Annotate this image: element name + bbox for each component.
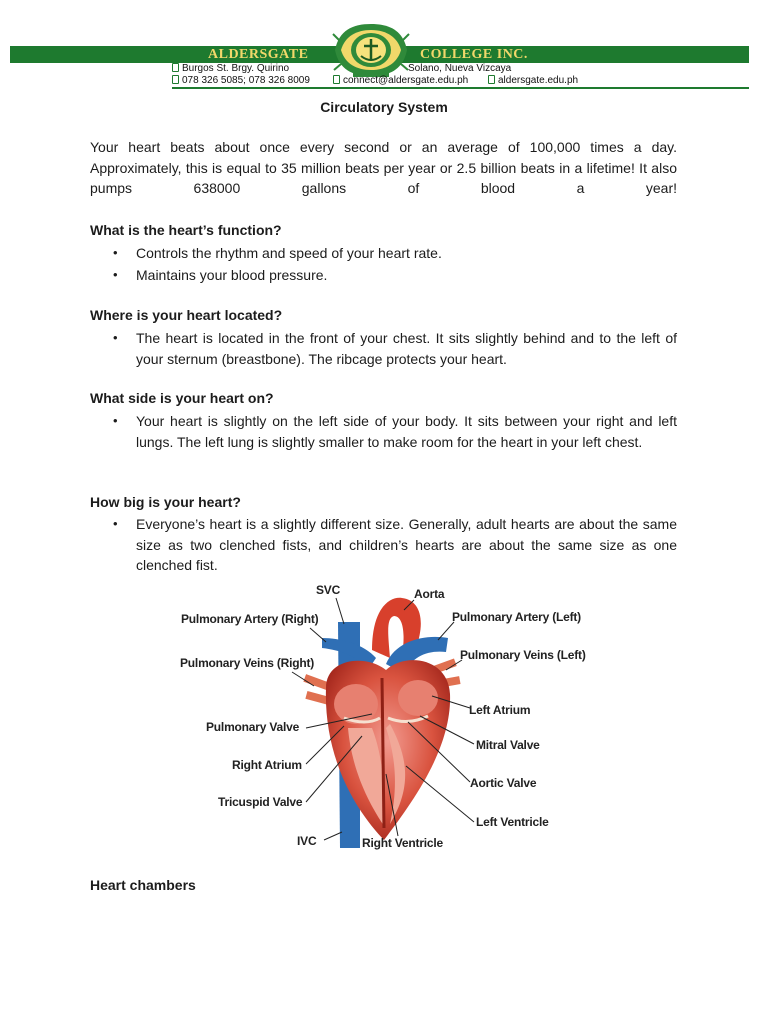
section-heading: What side is your heart on? <box>90 390 274 406</box>
college-name-right: COLLEGE INC. <box>420 47 528 62</box>
label-ivc: IVC <box>297 834 317 848</box>
label-pulmonary-artery-left: Pulmonary Artery (Left) <box>452 610 581 624</box>
label-right-atrium: Right Atrium <box>232 758 302 772</box>
email-line[interactable]: connect@aldersgate.edu.ph <box>333 75 468 86</box>
list-item: • Everyone’s heart is a slightly different size. Generally, adult hearts are about the same size as two clenched fists, and children’s hearts are about the same size as one clenched fist. <box>113 516 677 573</box>
section-heading: Where is your heart located? <box>90 307 283 323</box>
section-heading-heart-chambers: Heart chambers <box>90 877 196 893</box>
bullet-list <box>90 411 677 453</box>
list-item: • Controls the rhythm and speed of your heart rate. <box>90 243 677 264</box>
location-icon <box>172 63 179 72</box>
label-pulmonary-valve: Pulmonary Valve <box>206 720 300 734</box>
label-aortic-valve: Aortic Valve <box>470 776 537 790</box>
label-pulmonary-artery-right: Pulmonary Artery (Right) <box>181 612 319 626</box>
label-pulmonary-veins-right: Pulmonary Veins (Right) <box>180 656 315 670</box>
label-left-atrium: Left Atrium <box>469 703 531 717</box>
label-tricuspid-valve: Tricuspid Valve <box>218 795 303 809</box>
phone-line: 078 326 5085; 078 326 8009 <box>172 75 310 86</box>
bullet-list <box>90 328 677 370</box>
document-title: Circulatory System <box>320 99 448 115</box>
email-icon <box>333 75 340 84</box>
list-item: • The heart is located in the front of your chest. It sits slightly behind and to the left of your sternum (breastbone). The ribcage protects your heart. <box>113 330 677 367</box>
label-left-ventricle: Left Ventricle <box>476 815 549 829</box>
list-item: • Maintains your blood pressure. <box>90 265 677 286</box>
bullet-list <box>90 243 677 286</box>
letterhead-rule <box>172 87 749 89</box>
college-seal-logo <box>331 20 411 80</box>
address-line-left: Burgos St. Brgy. Quirino <box>172 63 289 74</box>
label-right-ventricle: Right Ventricle <box>362 836 444 850</box>
label-mitral-valve: Mitral Valve <box>476 738 540 752</box>
phone-icon <box>172 75 179 84</box>
bullet-icon: • <box>113 266 118 282</box>
website-line[interactable]: aldersgate.edu.ph <box>488 75 578 86</box>
bullet-icon: • <box>113 516 118 531</box>
intro-paragraph: Your heart beats about once every second or an average of 100,000 times a day. Approximately, this is equal to 35 million beats per year or 2.5 billion beats in a lifetime! It also pumps 638000 gallons of blood a year! <box>90 139 677 196</box>
label-svc: SVC <box>316 583 341 597</box>
section-heading: How big is your heart? <box>90 494 241 510</box>
section-heading: What is the heart’s function? <box>90 222 282 238</box>
list-item: • Your heart is slightly on the left side of your body. It sits between your right and left lungs. The left lung is slightly smaller to make room for the heart in your left chest. <box>113 413 677 450</box>
label-aorta: Aorta <box>414 587 445 601</box>
bullet-icon: • <box>113 413 118 428</box>
bullet-list <box>90 514 677 577</box>
address-line-right: Solano, Nueva Vizcaya <box>408 63 512 74</box>
bullet-icon: • <box>113 245 118 260</box>
college-name-left: ALDERSGATE <box>208 47 309 62</box>
web-icon <box>488 75 495 84</box>
label-pulmonary-veins-left: Pulmonary Veins (Left) <box>460 648 586 662</box>
heart-diagram <box>176 578 596 856</box>
bullet-icon: • <box>113 330 118 345</box>
